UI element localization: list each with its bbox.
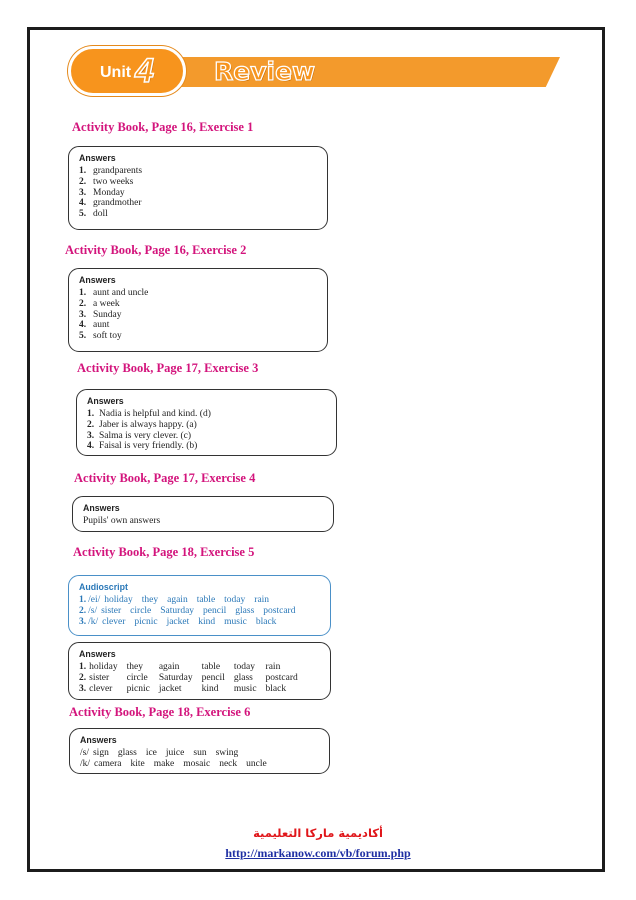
list-item: 2. Jaber is always happy. (a) <box>87 419 197 430</box>
list-item: 4. Faisal is very friendly. (b) <box>87 441 198 452</box>
audioscript-box <box>68 575 331 636</box>
list-item: 2. a week <box>79 298 120 309</box>
answer-text: Pupils' own answers <box>83 516 161 526</box>
table-row: 3. clever picnic jacket kind music black <box>79 683 287 694</box>
box-title: Answers <box>79 275 116 285</box>
section-heading-5: Activity Book, Page 18, Exercise 5 <box>73 545 255 559</box>
footer-link[interactable]: http://markanow.com/vb/forum.php <box>225 846 411 860</box>
audioscript-title: Audioscript <box>79 582 128 592</box>
answer-box-1 <box>68 146 328 230</box>
section-heading-4: Activity Book, Page 17, Exercise 4 <box>74 471 256 485</box>
list-item: 4. aunt <box>79 320 110 331</box>
list-item: 1. Nadia is helpful and kind. (d) <box>87 409 211 419</box>
list-item: 5. soft toy <box>79 331 122 342</box>
table-row: 1. holiday they again table today rain <box>79 662 281 672</box>
answer-box-3 <box>76 389 337 456</box>
list-item: 3. Salma is very clever. (c) <box>87 430 192 441</box>
answer-box-4 <box>72 496 334 532</box>
answer-box-2 <box>68 268 328 352</box>
section-heading-2: Activity Book, Page 16, Exercise 2 <box>65 243 247 257</box>
unit-banner <box>68 52 560 90</box>
section-heading-6: Activity Book, Page 18, Exercise 6 <box>69 705 251 719</box>
unit-label: Unit <box>99 64 132 81</box>
answer-line: /k/ camera kite make mosaic neck uncle <box>80 758 267 769</box>
list-item: 1. aunt and uncle <box>79 288 149 298</box>
answer-box-5 <box>68 642 331 700</box>
list-item: 3. Monday <box>79 187 125 198</box>
list-item: 4. grandmother <box>79 198 142 209</box>
unit-number: 4 <box>135 52 155 90</box>
box-title: Answers <box>79 153 116 163</box>
list-item: 5. doll <box>79 209 108 220</box>
list-item: 2. two weeks <box>79 176 134 187</box>
section-heading-3: Activity Book, Page 17, Exercise 3 <box>77 361 259 375</box>
audio-line: 2. /s/ sister circle Saturday pencil glass postcard <box>79 605 296 616</box>
audio-line: 1. /ei/ holiday they again table today rain <box>79 595 270 605</box>
review-title: Review <box>214 57 316 86</box>
footer-arabic-title: أكاديمية ماركا التعليمية <box>253 826 383 840</box>
table-row: 2. sister circle Saturday pencil glass postcard <box>79 672 298 683</box>
answer-table <box>79 662 307 694</box>
box-title: Answers <box>80 735 117 745</box>
section-heading-1: Activity Book, Page 16, Exercise 1 <box>72 120 254 134</box>
box-title: Answers <box>87 396 124 406</box>
answer-box-6 <box>69 728 330 774</box>
unit-badge <box>68 46 186 96</box>
list-item: 1. grandparents <box>79 166 143 176</box>
box-title: Answers <box>79 649 116 659</box>
audio-line: 3. /k/ clever picnic jacket kind music black <box>79 616 277 627</box>
box-title: Answers <box>83 503 120 513</box>
answer-line: /s/ sign glass ice juice sun swing <box>80 748 239 758</box>
list-item: 3. Sunday <box>79 309 122 320</box>
